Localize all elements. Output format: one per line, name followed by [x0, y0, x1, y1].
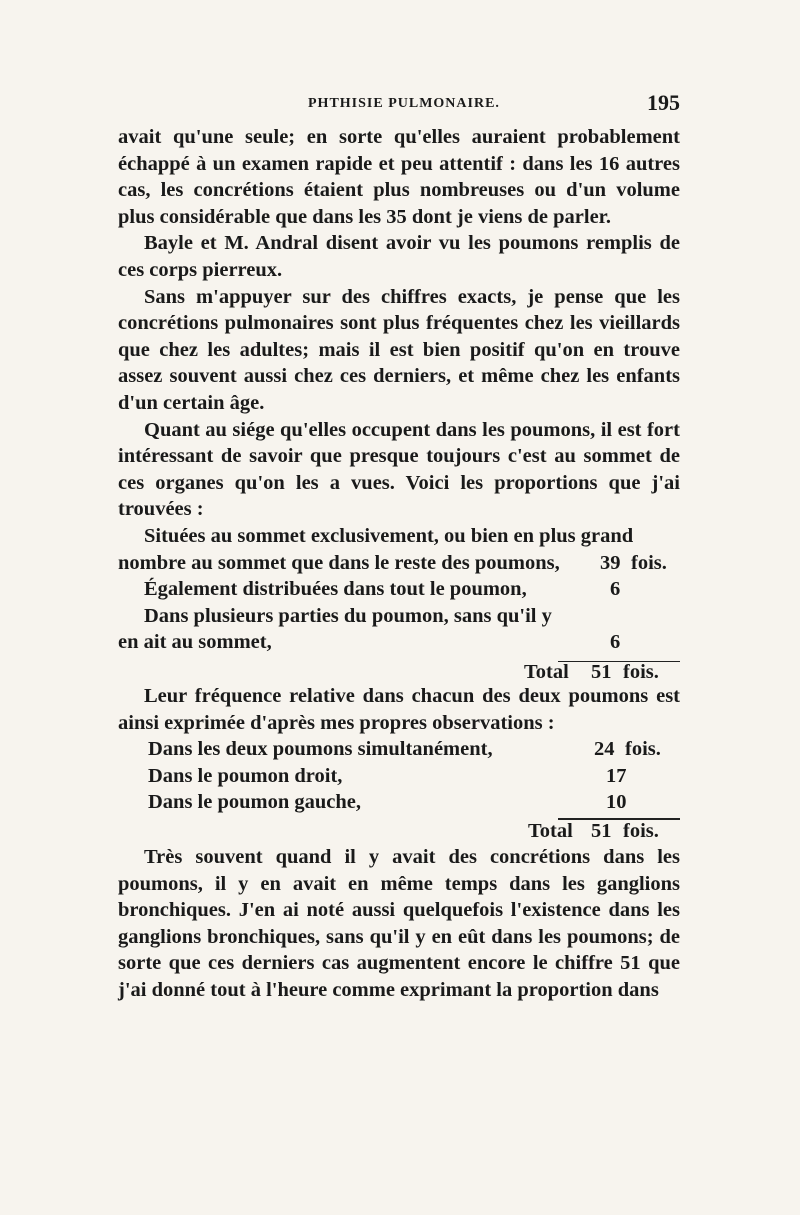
table2-row-2-value: 17	[606, 764, 627, 787]
table1-total-label: Total	[524, 660, 569, 683]
table2-row-1	[118, 736, 680, 763]
table2-row-1-label: Dans les deux poumons simultanément,	[148, 738, 493, 761]
table2-row-2	[118, 763, 680, 790]
site-proportions-table	[118, 523, 680, 683]
table2-total-label: Total	[528, 820, 573, 843]
paragraph-5: Leur fréquence relative dans chacun des deux poumons est ainsi exprimée d'après mes propres observations :	[118, 684, 680, 734]
table1-row-1-label-a: Situées au sommet exclusivement, ou bien en plus grand	[144, 524, 634, 547]
table1-row-1a	[118, 523, 680, 550]
table1-row-3b	[118, 629, 680, 656]
table1-row-2-label: Également distribuées dans tout le poumon,	[144, 578, 527, 601]
lung-frequency-table	[118, 736, 680, 844]
table1-total-value: 51	[591, 660, 612, 683]
paragraph-1: avait qu'une seule; en sorte qu'elles auraient probablement échappé à un examen rapide et peu attentif : dans les 16 autres cas, les concrétions étaient plus nombreuses ou d'un volume plus considérable que dans les 35 dont je viens de parler.	[118, 126, 680, 228]
table2-total-row	[118, 818, 680, 845]
paragraph-6: Très souvent quand il y avait des concrétions dans les poumons, il y en avait en même temps dans les ganglions bronchiques. J'en ai noté aussi quelquefois l'existence dans les ganglions bronchiques, sans qu'il y en eût dans les poumons; de sorte que ces derniers cas augmentent encore le chiffre 51 que j'ai donné tout à l'heure comme exprimant la proportion dans	[118, 846, 680, 1002]
table1-row-1-label-b: nombre au sommet que dans le reste des poumons,	[118, 551, 560, 574]
table2-total-value: 51	[591, 820, 612, 843]
paragraph-4: Quant au siége qu'elles occupent dans les poumons, il est fort intéressant de savoir que presque toujours c'est au sommet de ces organes qu'on les a vues. Voici les proportions que j'ai trouvées :	[118, 418, 680, 521]
paragraph-2: Bayle et M. Andral disent avoir vu les poumons remplis de ces corps pierreux.	[118, 232, 680, 281]
table2-row-3	[118, 789, 680, 816]
table2-row-2-label: Dans le poumon droit,	[148, 764, 343, 787]
table1-row-3-label-b: en ait au sommet,	[118, 631, 272, 654]
table2-row-3-value: 10	[606, 791, 627, 814]
table2-row-3-label: Dans le poumon gauche,	[148, 791, 362, 814]
table2-row-1-unit: fois.	[625, 738, 661, 761]
table2-row-1-value: 24	[594, 738, 615, 761]
table1-row-3a	[118, 603, 680, 630]
table2-total-unit: fois.	[623, 820, 659, 843]
table1-row-2-value: 6	[610, 578, 621, 601]
paragraph-3: Sans m'appuyer sur des chiffres exacts, je pense que les concrétions pulmonaires sont plus fréquentes chez les vieillards que chez les adultes; mais il est bien positif qu'on en trouve assez souvent aussi chez ces derniers, et même chez les enfants d'un certain âge.	[118, 285, 680, 414]
running-head: PHTHISIE PULMONAIRE.	[308, 96, 500, 111]
table1-row-1b	[118, 550, 680, 577]
table1-row-1-unit: fois.	[631, 551, 667, 574]
table1-row-3-label-a: Dans plusieurs parties du poumon, sans qu'il y	[144, 604, 552, 627]
page-header	[118, 90, 680, 120]
page-body	[118, 124, 680, 1004]
table1-row-3-value: 6	[610, 631, 621, 654]
page-number: 195	[647, 90, 680, 115]
table1-total-unit: fois.	[623, 660, 659, 683]
table1-row-1-value: 39	[600, 551, 621, 574]
table1-row-2	[118, 576, 680, 603]
table1-total-row	[118, 659, 680, 686]
